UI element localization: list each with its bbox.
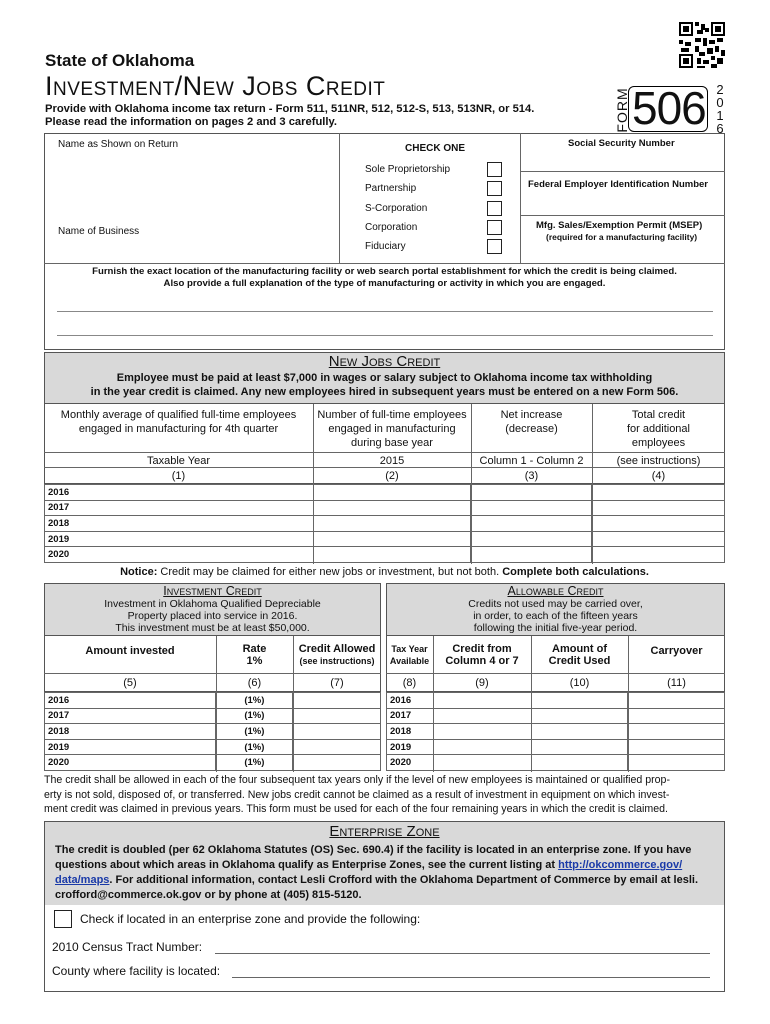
col-num-5: (5) [123,677,137,689]
checkbox-corporation[interactable] [487,220,502,235]
entity-label-partnership: Partnership [365,183,417,194]
table-row: 2016 [45,485,725,501]
col3-header: Net increase (decrease) [500,409,563,435]
name-label: Name as Shown on Return [58,139,179,150]
county-input[interactable] [232,962,710,978]
year-digits: 2 0 1 6 [716,82,724,136]
okcommerce-link[interactable]: http://okcommerce.gov/ [558,859,683,871]
col-num-11: (11) [667,677,686,689]
notice-text: Notice: Credit may be claimed for either new jobs or investment, but not both. Complete both calculations. [120,566,649,578]
table-row: 2019 (1%) [45,739,381,755]
col-num-10: (10) [569,677,590,689]
qr-code [679,22,725,68]
check-one-label: CHECK ONE [405,143,466,154]
enterprise-title: Enterprise Zone [329,823,440,840]
new-jobs-table [44,484,725,563]
checkbox-fiduciary[interactable] [487,239,502,254]
table-row: 2020 [45,547,725,563]
county-label: County where facility is located: [52,964,221,978]
ssn-input[interactable] [526,152,718,168]
new-jobs-req-2: in the year credit is claimed. Any new employees hired in subsequent years must be entered on a new Form 506. [90,386,679,398]
table-row: 2019 [45,531,725,547]
instruction-line-1: Provide with Oklahoma income tax return - Form 511, 511NR, 512, 512-S, 513, 513NR, or 514. [45,103,535,115]
col2-header: Number of full-time employees engaged in manufacturing during base year [317,409,467,449]
rate-header: Rate 1% [242,643,267,667]
entity-label-fiduciary: Fiduciary [365,241,406,252]
col1-header: Monthly average of qualified full-time employees engaged in manufacturing for 4th quarter [60,409,297,435]
carryover-header: Carryover [650,645,703,657]
new-jobs-req-1: Employee must be paid at least $7,000 in wages or salary subject to Oklahoma income tax withholding [116,372,653,384]
fein-input[interactable] [526,194,718,210]
entity-label-sole: Sole Proprietorship [365,164,451,175]
allowable-desc: Credits not used may be carried over, in order, to each of the fifteen years following the initial five-year period. [468,598,643,634]
base-year-label: 2015 [379,455,405,467]
allowable-title: Allowable Credit [507,584,604,598]
col-diff-label: Column 1 - Column 2 [479,455,584,467]
table-row: 2016 [387,693,725,709]
enterprise-text: The credit is doubled (per 62 Oklahoma Statutes (OS) Sec. 690.4) if the facility is located in an enterprise zone. If you have questions about which areas in Oklahoma qualify as Enterprise Zones, see the current listing at http://okcommerce.gov/ data/maps. For additional information, contact Lesli Crofford with the Oklahoma Department of Commerce by email at lesli. crofford@commerce.ok.gov or by phone at (405) 815-5120. [55,844,699,901]
col-num-9: (9) [475,677,489,689]
table-row: 2018 (1%) [45,724,381,740]
table-row: 2018 [387,724,725,740]
credit-allowed-header: Credit Allowed (see instructions) [298,643,376,666]
state-label: State of Oklahoma [45,51,195,70]
table-row: 2020 [387,755,725,771]
table-row: 2020 (1%) [45,755,381,771]
instruction-line-2: Please read the information on pages 2 and 3 carefully. [45,116,337,128]
okcommerce-link-cont[interactable]: data/maps [55,874,110,886]
credit-from-header: Credit from Column 4 or 7 [445,643,519,667]
amount-invested-header: Amount invested [85,645,175,657]
ssn-label: Social Security Number [568,138,675,149]
col-num-4: (4) [651,470,666,482]
form-title: Investment/New Jobs Credit [45,71,386,101]
col-num-7: (7) [330,677,344,689]
table-row: 2016 (1%) [45,693,381,709]
table-row: 2019 [387,739,725,755]
business-label: Name of Business [58,226,140,237]
investment-table [44,692,381,771]
col-num-8: (8) [402,677,417,689]
allowable-table [386,692,725,771]
enterprise-zone-checkbox[interactable] [54,910,72,928]
name-input[interactable] [58,152,328,168]
conditions-paragraph: The credit shall be allowed in each of the four subsequent tax years only if the level of new employees is maintained or qualified prop- erty is not sold, disposed of, or transferred. New jobs credit cannot be claimed as a result of investment in equipment on which invest- ment credit was claimed in previous years. This form must be used for each of the four remaining years in which the credit is claimed. [44,774,670,815]
form-word-vertical: FORM [614,87,630,133]
table-row: 2017 [45,500,725,516]
location-line-2[interactable] [57,320,713,336]
business-input[interactable] [58,240,328,256]
location-instruction-2: Also provide a full explanation of the type of manufacturing or activity in which you are engaged. [163,278,606,289]
col4-header: Total credit for additional employees [627,409,690,449]
tax-year-header: Tax Year Available [389,644,430,666]
fein-label: Federal Employer Identification Number [528,179,709,190]
form-number: 506 [632,82,706,134]
entity-label-scorp: S-Corporation [365,203,428,214]
col-num-1: (1) [171,470,186,482]
entity-label-corporation: Corporation [365,222,418,233]
checkbox-s-corporation[interactable] [487,201,502,216]
census-tract-label: 2010 Census Tract Number: [52,940,203,954]
msep-label: Mfg. Sales/Exemption Permit (MSEP) [536,220,703,231]
checkbox-partnership[interactable] [487,181,502,196]
enterprise-check-label: Check if located in an enterprise zone and provide the following: [80,912,421,926]
investment-title: Investment Credit [163,584,262,598]
table-row: 2017 (1%) [45,708,381,724]
taxable-year-label: Taxable Year [147,455,210,467]
table-row: 2018 [45,516,725,532]
location-line-1[interactable] [57,296,713,312]
investment-desc: Investment in Oklahoma Qualified Depreciable Property placed into service in 2016. This investment must be at least $50,000. [104,598,321,634]
col-num-3: (3) [524,470,539,482]
msep-note: (required for a manufacturing facility) [546,232,698,242]
col-num-6: (6) [247,677,262,689]
col-num-2: (2) [385,470,399,482]
new-jobs-title: New Jobs Credit [328,353,441,370]
credit-used-header: Amount of Credit Used [548,643,611,667]
table-row: 2017 [387,708,725,724]
see-instructions-label: (see instructions) [616,455,701,467]
census-tract-input[interactable] [215,938,710,954]
location-instruction-1: Furnish the exact location of the manufacturing facility or web search portal establishment for which the credit is being claimed. [92,266,677,277]
checkbox-sole-proprietorship[interactable] [487,162,502,177]
